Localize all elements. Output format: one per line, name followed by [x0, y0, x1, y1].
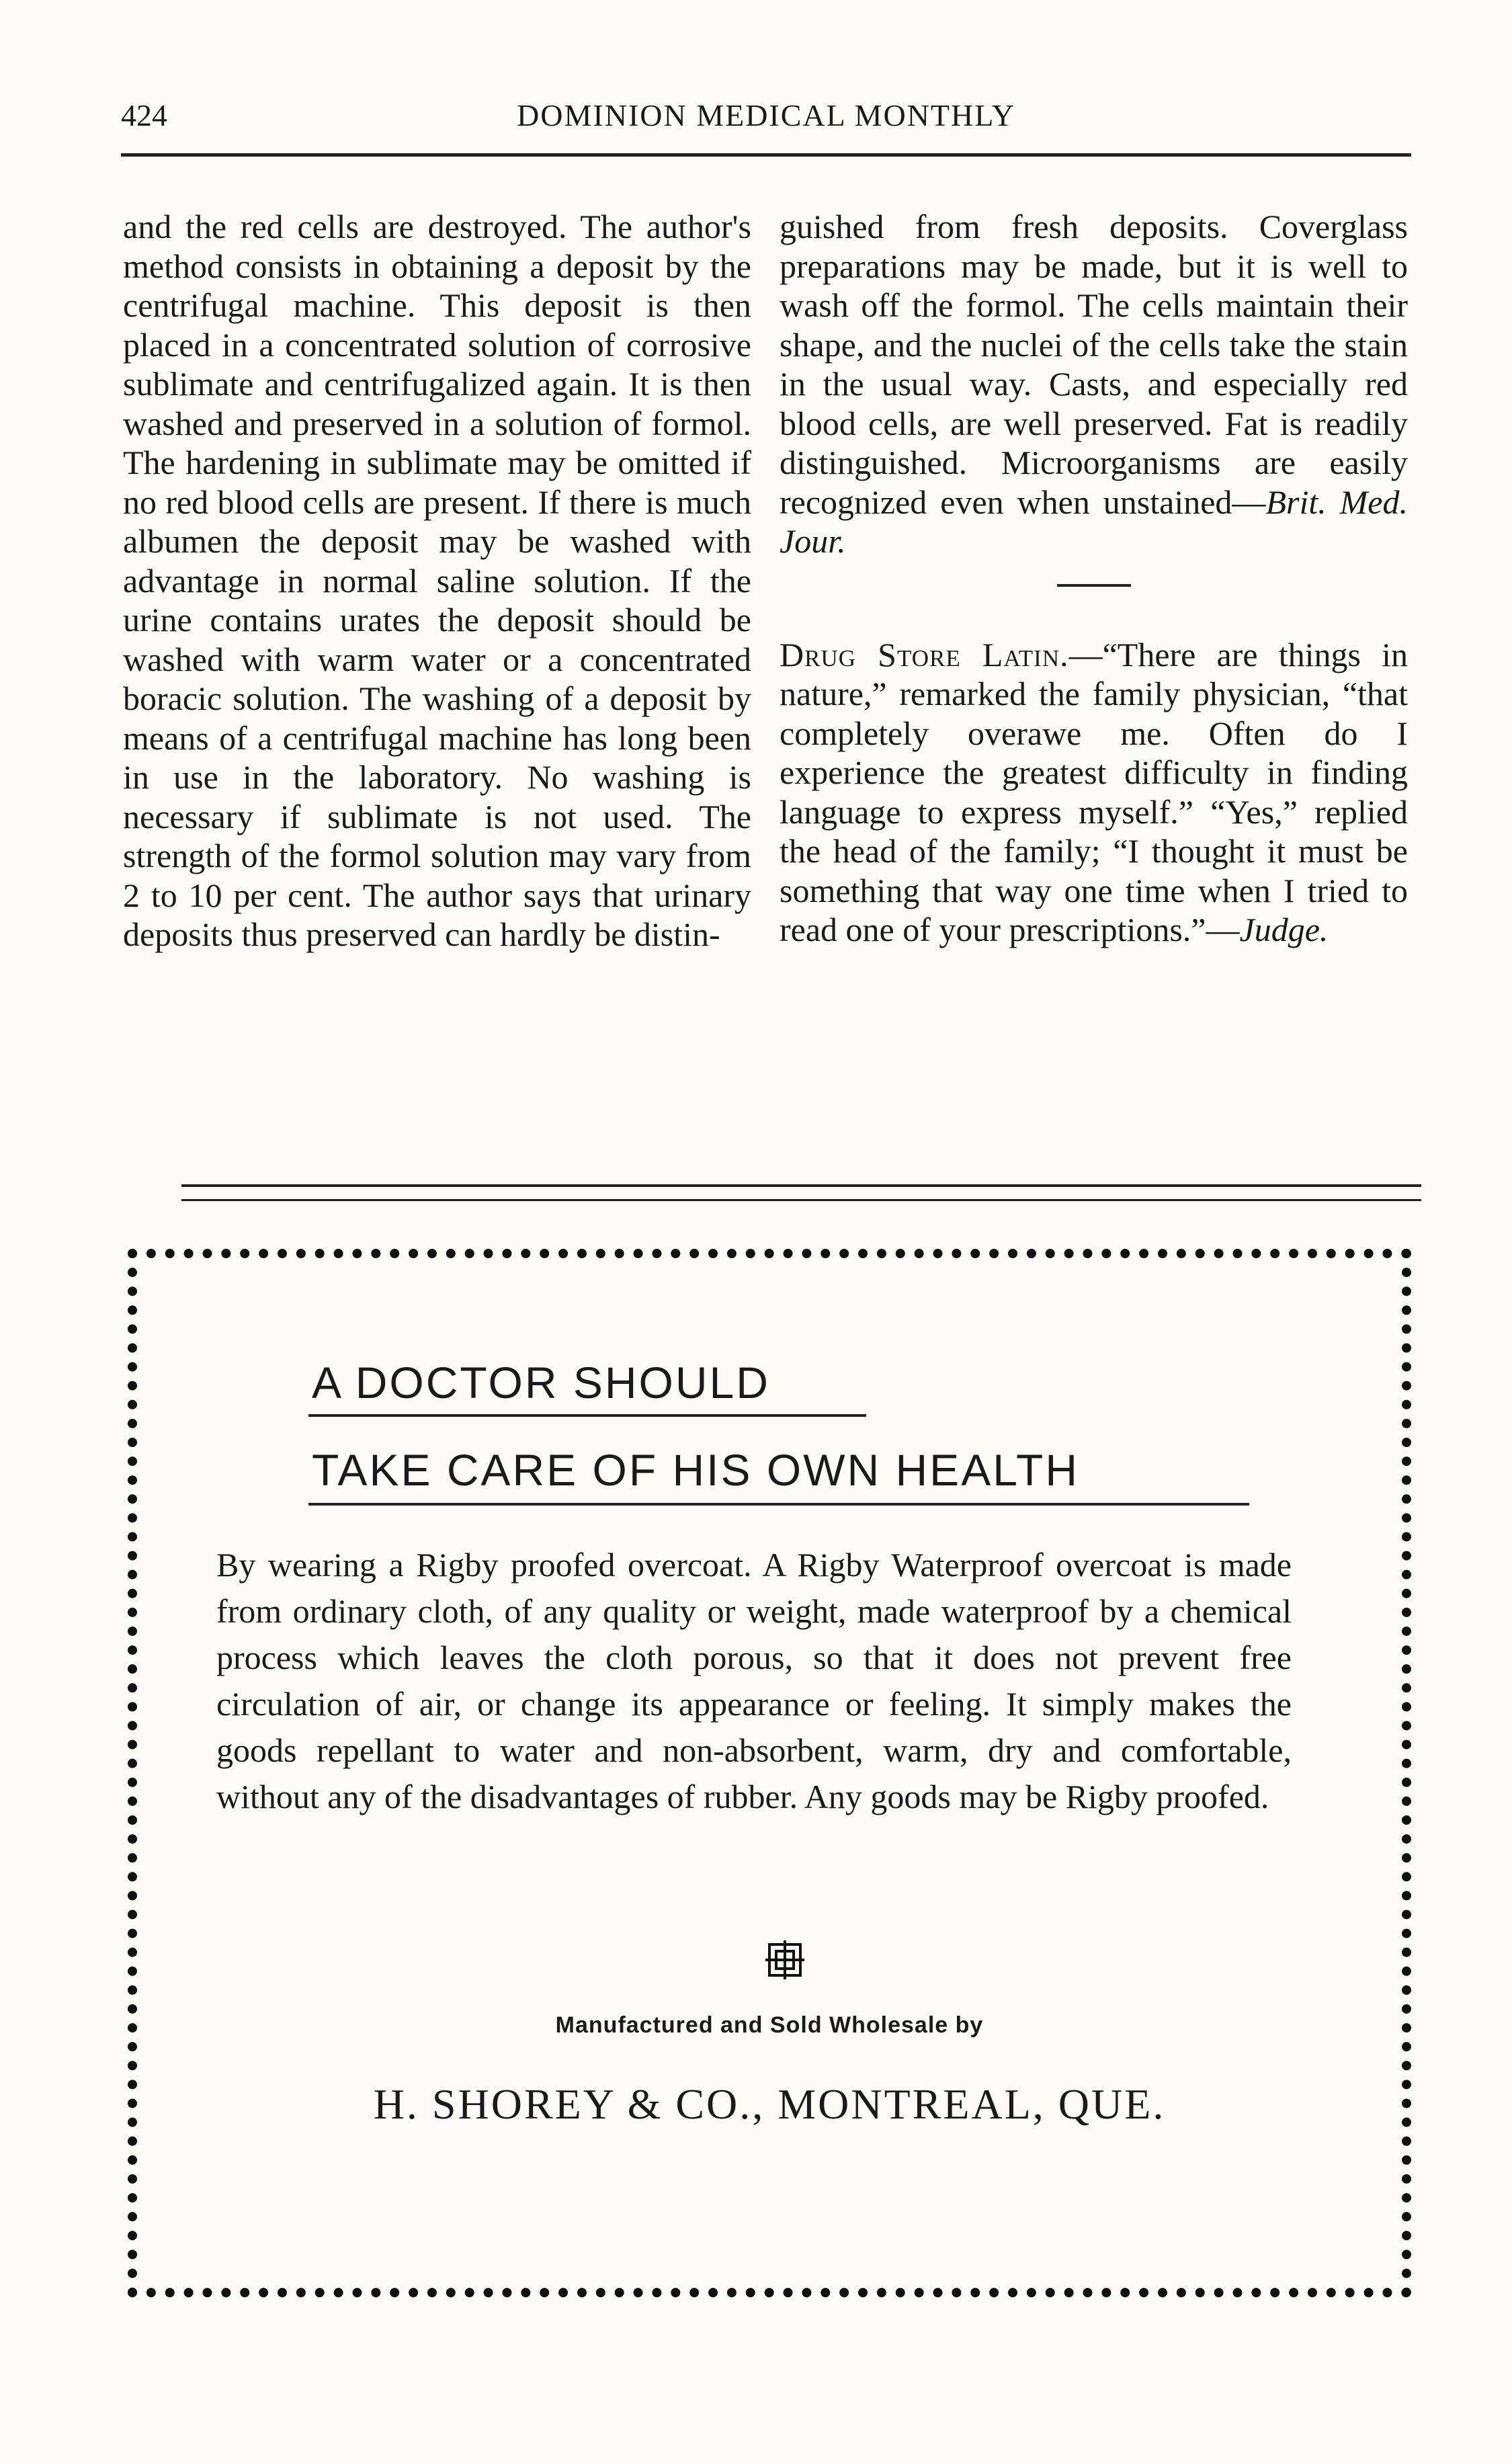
article-left-column [123, 207, 751, 954]
section-double-rule-bottom [181, 1199, 1421, 1201]
ad-body-text: By wearing a Rigby proofed overcoat. A Rigby Waterproof overcoat is made from ordinary cloth, of any quality or weight, made waterproof by a chemical process which leaves the cloth porous, so that it does not prevent free circulation of air, or change its appearance or feeling. It simply makes the goods repellant to water and non-absorbent, warm, dry and comfortable, without any of the disadvantages of rubber. Any goods may be Rigby proofed. [216, 1546, 1292, 1815]
anecdote-paragraph [780, 635, 1408, 950]
ad-headline-1: A DOCTOR SHOULD [312, 1358, 770, 1407]
anecdote-source: Judge. [1239, 911, 1329, 948]
ad-headline-1-underline [308, 1414, 866, 1417]
anecdote-text: —“There are things in nature,” remarked the family physician, “that completely overawe me. Often do I experience the greatest difficulty in finding language to express myself.” “Yes,” replied the head of the family; “I thought it must be something that way one time when I tried to read one of your prescriptions.”— [780, 635, 1408, 948]
article-left-text: and the red cells are destroyed. The author's method consists in obtaining a deposit by the centrifugal machine. This deposit is then placed in a concentrated solution of corrosive sublimate and centrifugalized again. It is then washed and preserved in a solution of formol. The hardening in sublimate may be omitted if no red blood cells are present. If there is much albumen the deposit may be washed with advantage in normal saline solution. If the urine contains urates the deposit should be washed with warm water or a concentrated boracic solution. The washing of a deposit by means of a centrifugal machine has long been in use in the laboratory. No washing is necessary if sublimate is not used. The strength of the formol solution may vary from 2 to 10 per cent. The author says that urinary deposits thus preserved can hardly be distin- [123, 208, 751, 953]
ad-manufacturer-line: Manufactured and Sold Wholesale by [555, 2012, 984, 2038]
ad-headline-2-underline [308, 1503, 1249, 1506]
article-right-column [780, 207, 1408, 950]
ad-headline-2: TAKE CARE OF HIS OWN HEALTH [312, 1445, 1079, 1495]
ad-company-name: H. SHOREY & CO., MONTREAL, QUE. [373, 2080, 1166, 2128]
running-title: DOMINION MEDICAL MONTHLY [517, 98, 1015, 132]
advertisement-box [128, 1249, 1411, 2297]
page-number: 424 [121, 98, 167, 132]
section-double-rule-top [181, 1184, 1421, 1187]
article-right-text: guished from fresh deposits. Coverglass preparations may be made, but it is well to wash off the formol. The cells maintain their shape, and the nuclei of the cells take the stain in the usual way. Casts, and especially red blood cells, are well preserved. Fat is readily distinguished. Microorganisms are easily recognized even when unstained— [780, 208, 1408, 521]
article-right-paragraph [780, 207, 1408, 561]
anecdote-title: Drug Store Latin. [780, 635, 1069, 673]
page-header [121, 97, 1411, 145]
header-rule [121, 153, 1411, 157]
section-divider [1057, 584, 1131, 587]
square-knot-ornament-icon [765, 1940, 804, 1979]
article-source: Brit. Med. Jour. [780, 483, 1408, 560]
